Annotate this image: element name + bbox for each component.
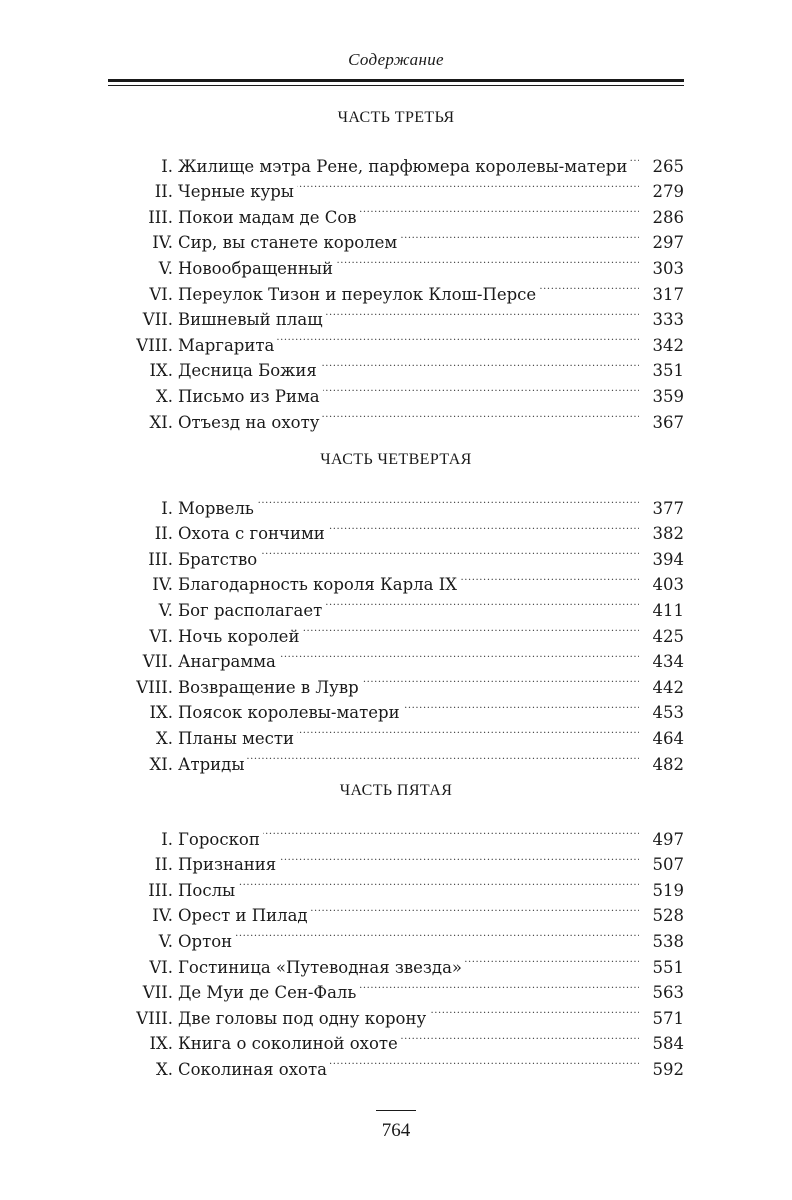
chapter-page: 551 (652, 957, 684, 977)
chapter-page: 538 (652, 931, 684, 951)
chapter-number: X. (156, 1059, 173, 1079)
dot-leader (465, 947, 639, 973)
dot-leader (238, 870, 639, 896)
chapter-page: 297 (652, 233, 684, 253)
dot-leader (330, 1049, 639, 1075)
chapter-page: 519 (652, 880, 684, 900)
toc-entry (0, 146, 792, 176)
chapter-number: VI. (149, 626, 173, 646)
chapter-number: X. (156, 386, 173, 406)
chapter-page: 571 (652, 1008, 684, 1028)
dot-leader (360, 197, 639, 223)
dot-leader (235, 921, 639, 947)
chapter-number: VI. (149, 957, 173, 977)
chapter-number: XI. (149, 754, 173, 774)
chapter-title: Возвращение в Лувр (178, 677, 359, 697)
dot-leader (630, 146, 639, 172)
chapter-title: Охота с гончими (178, 524, 325, 544)
toc-list (0, 488, 792, 774)
chapter-number: II. (154, 524, 173, 544)
part-heading: ЧАСТЬ ЧЕТВЕРТАЯ (320, 451, 472, 468)
part-heading: ЧАСТЬ ПЯТАЯ (339, 782, 453, 799)
chapter-page: 592 (652, 1059, 684, 1079)
chapter-number: I. (161, 829, 173, 849)
chapter-title: Де Муи де Сен-Фаль (178, 983, 357, 1003)
chapter-number: VII. (142, 652, 173, 672)
chapter-title: Новообращенный (178, 258, 334, 278)
chapter-title: Братство (178, 549, 258, 569)
chapter-page: 425 (652, 626, 684, 646)
dot-leader (401, 1024, 639, 1050)
chapter-title: Покои мадам де Сов (178, 207, 357, 227)
chapter-title: Морвель (178, 498, 254, 518)
chapter-title: Анаграмма (178, 652, 276, 672)
page-number: 764 (381, 1120, 411, 1141)
dot-leader (429, 998, 639, 1024)
dot-leader (279, 845, 639, 871)
running-head: Содержание (348, 50, 444, 69)
chapter-number: IV. (152, 575, 173, 595)
chapter-page: 442 (652, 677, 684, 697)
dot-leader (322, 402, 639, 428)
toc-entry (0, 488, 792, 518)
toc-list (0, 146, 792, 432)
chapter-title: Две головы под одну корону (178, 1008, 427, 1028)
chapter-page: 333 (652, 310, 684, 330)
chapter-title: Десница Божия (178, 361, 317, 381)
chapter-number: IX. (149, 703, 173, 723)
chapter-page: 279 (652, 182, 684, 202)
chapter-title: Жилище мэтра Рене, парфюмера королевы-матери (178, 156, 628, 176)
chapter-title: Гороскоп (178, 829, 260, 849)
chapter-title: Поясок королевы-матери (178, 703, 400, 723)
chapter-title: Бог располагает (178, 600, 323, 620)
toc-list (0, 819, 792, 1079)
dot-leader (328, 514, 639, 540)
chapter-number: VIII. (136, 1008, 173, 1028)
chapter-page: 367 (652, 412, 684, 432)
chapter-page: 382 (652, 524, 684, 544)
chapter-number: IV. (152, 233, 173, 253)
dot-leader (279, 642, 639, 668)
chapter-number: VI. (149, 284, 173, 304)
chapter-number: V. (158, 258, 173, 278)
dot-leader (323, 376, 639, 402)
chapter-title: Гостиница «Путеводная звезда» (178, 957, 463, 977)
dot-leader (336, 248, 639, 274)
chapter-page: 584 (652, 1034, 684, 1054)
chapter-number: X. (156, 728, 173, 748)
chapter-number: IV. (152, 906, 173, 926)
chapter-title: Сир, вы станете королем (178, 233, 398, 253)
chapter-title: Признания (178, 855, 277, 875)
chapter-number: IX. (149, 1034, 173, 1054)
chapter-title: Атриды (178, 754, 245, 774)
dot-leader (311, 896, 639, 922)
chapter-title: Письмо из Рима (178, 386, 320, 406)
header-rule-thick (108, 79, 684, 82)
chapter-title: Переулок Тизон и переулок Клош-Персе (178, 284, 537, 304)
chapter-page: 403 (652, 575, 684, 595)
chapter-title: Черные куры (178, 182, 294, 202)
chapter-page: 265 (652, 156, 684, 176)
dot-leader (539, 274, 639, 300)
chapter-page: 394 (652, 549, 684, 569)
chapter-number: III. (148, 549, 173, 569)
part-four (0, 448, 792, 774)
chapter-page: 303 (652, 258, 684, 278)
dot-leader (260, 539, 639, 565)
chapter-page: 528 (652, 906, 684, 926)
chapter-title: Маргарита (178, 335, 275, 355)
chapter-number: V. (158, 931, 173, 951)
chapter-title: Соколиная охота (178, 1059, 327, 1079)
chapter-title: Планы мести (178, 728, 295, 748)
chapter-number: IX. (149, 361, 173, 381)
dot-leader (247, 744, 639, 770)
chapter-page: 464 (652, 728, 684, 748)
chapter-title: Орест и Пилад (178, 906, 308, 926)
chapter-number: V. (158, 600, 173, 620)
header-rule-thin (108, 85, 684, 86)
part-three (0, 106, 792, 432)
chapter-page: 317 (652, 284, 684, 304)
dot-leader (297, 172, 639, 198)
toc-entry (0, 819, 792, 849)
chapter-page: 563 (652, 983, 684, 1003)
chapter-number: VII. (142, 310, 173, 330)
chapter-number: VIII. (136, 677, 173, 697)
chapter-number: VII. (142, 983, 173, 1003)
dot-leader (403, 693, 639, 719)
chapter-page: 497 (652, 829, 684, 849)
chapter-page: 342 (652, 335, 684, 355)
chapter-page: 286 (652, 207, 684, 227)
chapter-number: III. (148, 880, 173, 900)
chapter-title: Ночь королей (178, 626, 300, 646)
chapter-title: Вишневый плащ (178, 310, 323, 330)
chapter-title: Отъезд на охоту (178, 412, 320, 432)
dot-leader (257, 488, 639, 514)
dot-leader (325, 590, 639, 616)
dot-leader (400, 223, 639, 249)
dot-leader (362, 667, 639, 693)
chapter-number: VIII. (136, 335, 173, 355)
chapter-number: II. (154, 855, 173, 875)
chapter-number: III. (148, 207, 173, 227)
dot-leader (297, 718, 639, 744)
chapter-number: XI. (149, 412, 173, 432)
chapter-page: 359 (652, 386, 684, 406)
chapter-page: 377 (652, 498, 684, 518)
dot-leader (359, 973, 639, 999)
chapter-page: 507 (652, 855, 684, 875)
chapter-number: II. (154, 182, 173, 202)
chapter-page: 434 (652, 652, 684, 672)
chapter-title: Книга о соколиной охоте (178, 1034, 398, 1054)
dot-leader (460, 565, 639, 591)
part-five (0, 779, 792, 1079)
chapter-number: I. (161, 498, 173, 518)
chapter-number: I. (161, 156, 173, 176)
dot-leader (302, 616, 639, 642)
dot-leader (320, 351, 639, 377)
chapter-page: 411 (652, 600, 684, 620)
chapter-page: 482 (652, 754, 684, 774)
chapter-title: Послы (178, 880, 236, 900)
dot-leader (277, 325, 639, 351)
part-heading: ЧАСТЬ ТРЕТЬЯ (337, 109, 455, 126)
chapter-page: 351 (652, 361, 684, 381)
folio-rule (376, 1110, 416, 1111)
chapter-title: Благодарность короля Карла IX (178, 575, 457, 595)
dot-leader (263, 819, 639, 845)
dot-leader (326, 300, 639, 326)
chapter-page: 453 (652, 703, 684, 723)
chapter-title: Ортон (178, 931, 233, 951)
